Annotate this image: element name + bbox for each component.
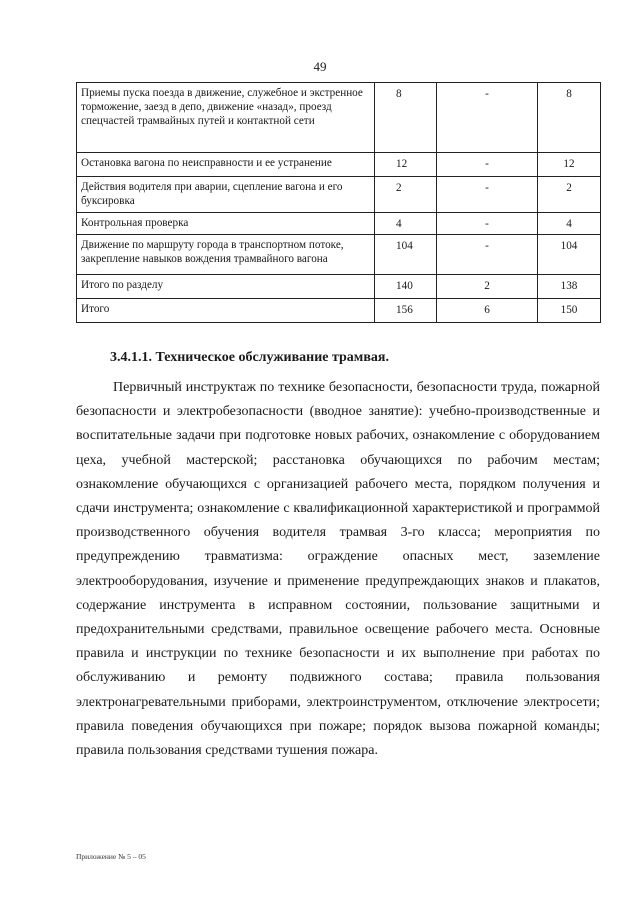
practice-hours-cell: 2 xyxy=(538,177,601,213)
practice-hours-cell: 4 xyxy=(538,213,601,235)
table-row xyxy=(77,153,601,177)
theory-hours-cell: - xyxy=(437,235,538,275)
page-number: 49 xyxy=(313,59,327,74)
table-row xyxy=(77,83,601,153)
topic-cell: Приемы пуска поезда в движение, служебное и экстренное торможение, заезд в депо, движение «назад», проезд спецчастей трамвайных путей и контактной сети xyxy=(77,83,375,153)
theory-hours-cell: - xyxy=(437,213,538,235)
total-hours-cell: 2 xyxy=(375,177,437,213)
topic-cell: Итого xyxy=(77,299,375,323)
hours-table xyxy=(76,82,601,323)
practice-hours-cell: 104 xyxy=(538,235,601,275)
table-row xyxy=(77,213,601,235)
body-paragraph: Первичный инструктаж по технике безопасности, безопасности труда, пожарной безопасности и электробезопасности (вводное занятие): учебно-производственные и воспитательные задачи при подготовке новых рабочих, ознакомление с оборудованием цеха, учебной мастерской; расстановка обучающихся по рабочим местам; ознакомление обучающихся с организацией рабочего места, порядком получения и сдачи инструмента; ознакомление с квалификационной характеристикой и программой производственного обучения водителя трамвая 3-го класса; мероприятия по предупреждению травматизма: ограждение опасных мест, заземление электрооборудования, изучение и применение предупреждающих знаков и плакатов, содержание инструмента в исправном состоянии, пользование защитными и предохранительными средствами, правильное освещение рабочего места. Основные правила и инструкции по технике безопасности и их выполнение при работах по обслуживанию и ремонту подвижного состава; правила пользования электронагревательными приборами, электроинструментом, отключение электросети; правила поведения обучающихся при пожаре; порядок вызова пожарной команды; правила пользования средствами тушения пожара. xyxy=(76,380,600,759)
practice-hours-cell: 138 xyxy=(538,275,601,299)
theory-hours-cell: - xyxy=(437,153,538,177)
footer-note: Приложение № 5 – 05 xyxy=(76,852,146,861)
practice-hours-cell: 150 xyxy=(538,299,601,323)
theory-hours-cell: 2 xyxy=(437,275,538,299)
table-row xyxy=(77,299,601,323)
table-row xyxy=(77,235,601,275)
topic-cell: Итого по разделу xyxy=(77,275,375,299)
total-hours-cell: 104 xyxy=(375,235,437,275)
topic-cell: Движение по маршруту города в транспортном потоке, закрепление навыков вождения трамвайного вагона xyxy=(77,235,375,275)
total-hours-cell: 8 xyxy=(375,83,437,153)
theory-hours-cell: - xyxy=(437,177,538,213)
topic-cell: Действия водителя при аварии, сцепление вагона и его буксировка xyxy=(77,177,375,213)
table-row xyxy=(77,275,601,299)
section-heading: 3.4.1.1. Техническое обслуживание трамвая. xyxy=(110,350,389,365)
theory-hours-cell: - xyxy=(437,83,538,153)
total-hours-cell: 140 xyxy=(375,275,437,299)
practice-hours-cell: 12 xyxy=(538,153,601,177)
table-row xyxy=(77,177,601,213)
total-hours-cell: 4 xyxy=(375,213,437,235)
topic-cell: Контрольная проверка xyxy=(77,213,375,235)
total-hours-cell: 12 xyxy=(375,153,437,177)
practice-hours-cell: 8 xyxy=(538,83,601,153)
topic-cell: Остановка вагона по неисправности и ее устранение xyxy=(77,153,375,177)
total-hours-cell: 156 xyxy=(375,299,437,323)
theory-hours-cell: 6 xyxy=(437,299,538,323)
